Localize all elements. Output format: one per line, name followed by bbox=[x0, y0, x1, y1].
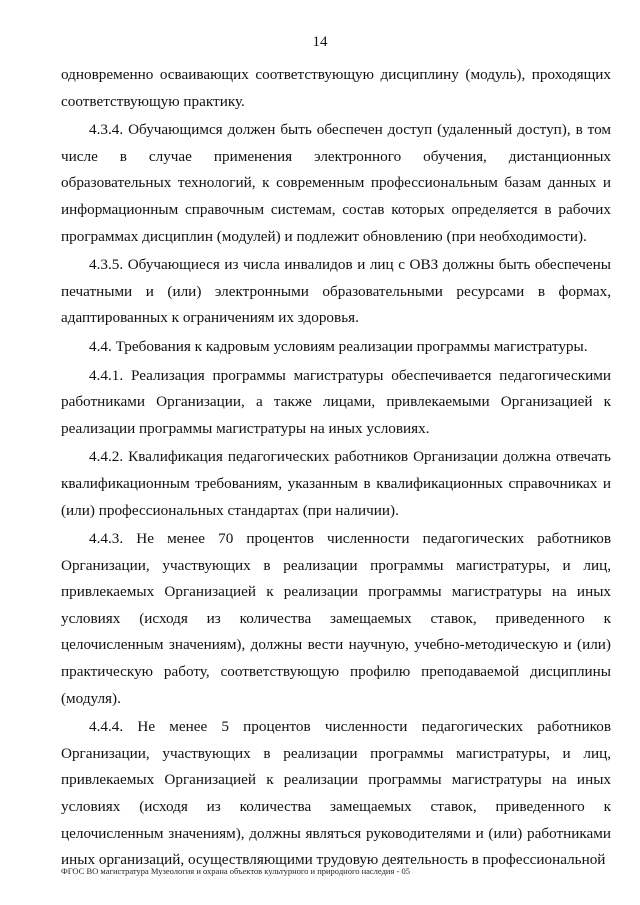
paragraph-4-4-1: 4.4.1. Реализация программы магистратуры обеспечивается педагогическими работниками Организации, а также лицами, привлекаемыми Организацией к реализации программы магистратуры на иных условиях. bbox=[61, 366, 611, 437]
paragraph-4-4-2: 4.4.2. Квалификация педагогических работников Организации должна отвечать квалификационным требованиям, указанным в квалификационных справочниках и (или) профессиональных стандартах (при наличии). bbox=[61, 448, 611, 519]
page-footer: ФГОС ВО магистратура Музеология и охрана объектов культурного и природного наследия - 05 bbox=[61, 866, 410, 876]
paragraph-4-4: 4.4. Требования к кадровым условиям реализации программы магистратуры. bbox=[89, 337, 588, 355]
page-number: 14 bbox=[312, 34, 328, 50]
paragraph-4-4-4: 4.4.4. Не менее 5 процентов численности педагогических работников Организации, участвующих в реализации программы магистратуры, и лиц, привлекаемых Организацией к реализации программы магистратуры на иных условиях (исходя из количества замещаемых ставок, приведенного к целочисленным значениям), должны являться руководителями и (или) работниками иных организаций, осуществляющими трудовую деятельность в профессиональной bbox=[61, 718, 611, 869]
paragraph-4-4-3: 4.4.3. Не менее 70 процентов численности педагогических работников Организации, участвующих в реализации программы магистратуры, и лиц, привлекаемых Организацией к реализации программы магистратуры на иных условиях (исходя из количества замещаемых ставок, приведенного к целочисленным значениям), должны вести научную, учебно-методическую и (или) практическую работу, соответствующую профилю преподаваемой дисциплины (модуля). bbox=[61, 530, 611, 707]
paragraph: одновременно осваивающих соответствующую дисциплину (модуль), проходящих соответствующую практику. bbox=[61, 66, 611, 110]
document-body bbox=[61, 62, 611, 876]
paragraph-4-3-5: 4.3.5. Обучающиеся из числа инвалидов и лиц с ОВЗ должны быть обеспечены печатными и (или) электронными образовательными ресурсами в формах, адаптированных к ограничениям их здоровья. bbox=[61, 256, 611, 327]
paragraph-4-3-4: 4.3.4. Обучающимся должен быть обеспечен доступ (удаленный доступ), в том числе в случае применения электронного обучения, дистанционных образовательных технологий, к современным профессиональным базам данных и информационным справочным системам, состав которых определяется в рабочих программах дисциплин (модулей) и подлежит обновлению (при необходимости). bbox=[61, 121, 611, 245]
